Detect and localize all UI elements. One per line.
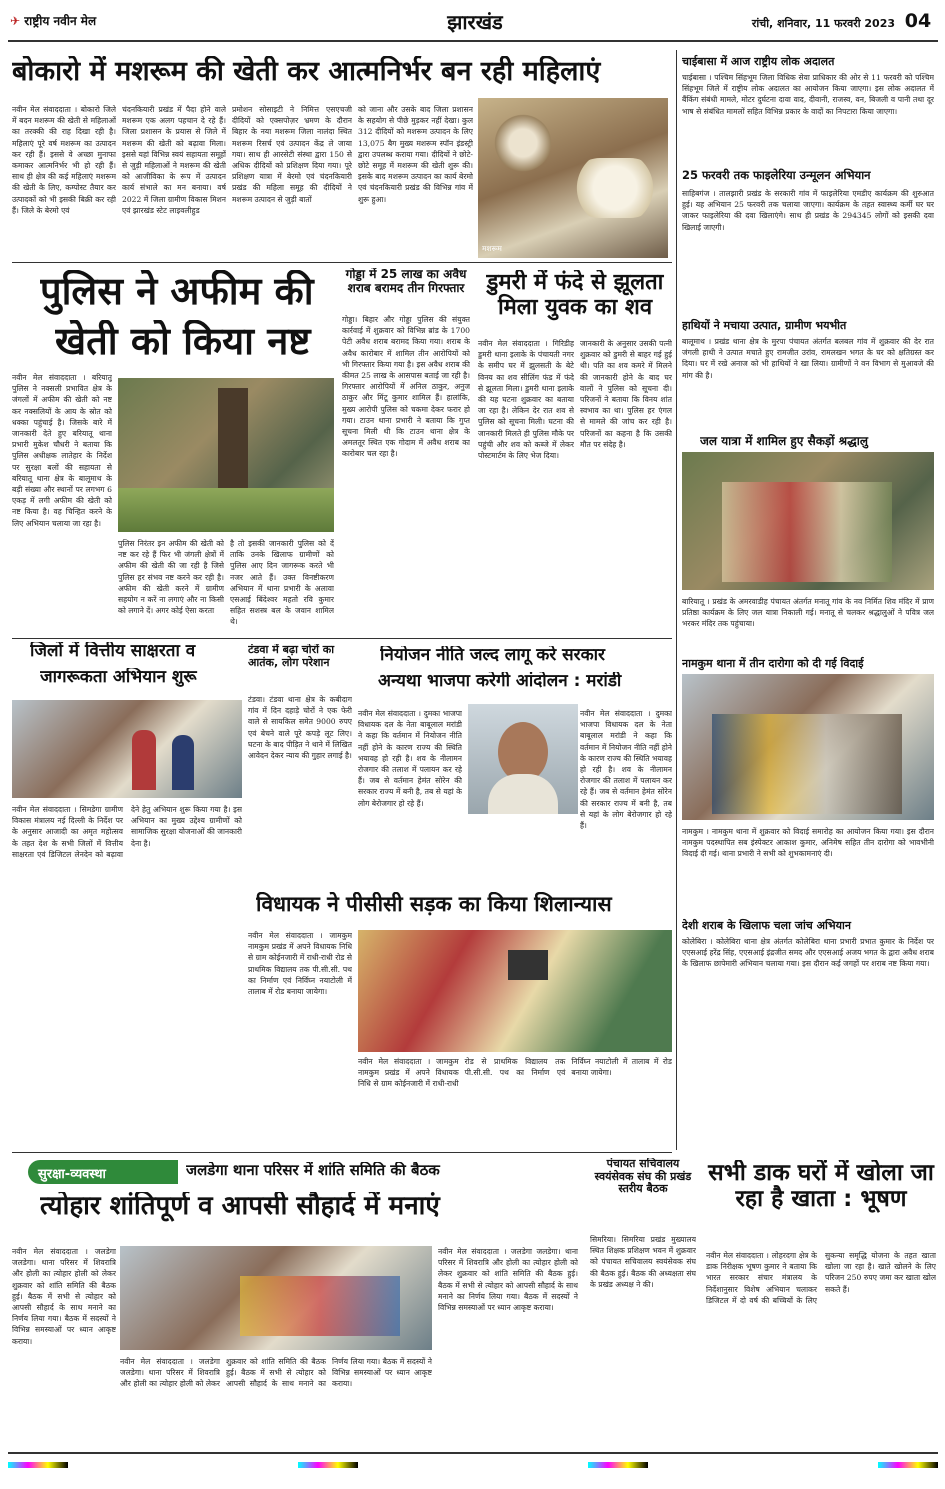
section-name: झारखंड — [447, 10, 503, 34]
elephants-text: बालूमाथ । प्रखंड थाना क्षेत्र के मुरपा पंचायत अंतर्गत बलबल गांव में शुक्रवार की देर रात जंगली हाथी ने उत्पात मचाते हुए रामजीत उरांव, रामलखन भगत के घर को क्षतिग्रस्त कर दिया। घर में रखे अनाज को भी हाथियों ने खा लिया। ग्रामीणों ने वन विभाग से मुआवजे की मांग की है। — [682, 337, 934, 380]
lead-col-4: को जाना और उसके बाद जिला प्रशासन के सहयोग से पीछे मुड़कर नहीं देखा। कुल 312 दीदियों को मशरूम उत्पादन के लिए 13,075 बैग मुख्य मशरूम स्पॉन इंडस्ट्री द्वारा उपलब्ध कराया गया। दीदियों ने छोटे-छोटे समूह में मशरूम की खेती शुरू की। इसके बाद मशरूम उत्पादन का कार्य बेरमो एवं चंदनकियारी प्रखंड की विभिन्न गांव में शुरू हुआ। — [358, 105, 473, 204]
dumri-col-2: जानकारी के अनुसार उसकी पत्नी शुक्रवार को डुमरी से बाहर गई हुई थी। पति का शव कमरे में मिलने की जानकारी होने के बाद घर वालों ने पुलिस को सूचना दी। परिजनों ने बताया कि विनय शांत स्वभाव का था। पुलिस हर एंगल से मामले की जांच कर रही है। परिजनों का कहना है कि उसकी मौत पर संदेह है। — [580, 339, 672, 449]
marandi-text: नवीन मेल संवाददाता । दुमका भाजपा विधायक दल के नेता बाबूलाल मरांडी ने कहा कि वर्तमान में नियोजन नीति नहीं होने के कारण राज्य की स्थिति भयावह हो रही है। शव के नीलामन रोजगार की तलाश में पलायन कर रहे हैं। जब से वर्तमान हेमंत सोरेन की सरकार राज्य में बनी है, तब से यहां के लोग बेरोजगार हो रहे हैं। — [358, 709, 462, 808]
tandwa-headline: टंडवा में बढ़ा चोरों का आतंक, लोग परेशान — [248, 644, 335, 669]
godda-headline: गोड्डा में 25 लाख का अवैध शराब बरामद तीन गिरफ्तार — [345, 268, 467, 295]
marandi-photo — [468, 704, 578, 814]
literacy-headline-1: जिलों में वित्तीय साक्षरता व — [30, 642, 196, 661]
peace-text: नवीन मेल संवाददाता । जलडेगा जलडेगा। थाना परिसर में शिवरात्रि और होली का त्योहार होली को लेकर शुक्रवार को शांति समिति की बैठक हुई। बैठक में सभी से त्योहार को आपसी सौहार्द के साथ मनाने का निर्णय लिया गया। बैठक में सदस्यों ने विभिन्न समस्याओं पर ध्यान आकृष्ट कराया। — [12, 1247, 116, 1346]
filaria-headline: 25 फरवरी तक फाइलेरिया उन्मूलन अभियान — [682, 168, 871, 182]
mid-divider — [12, 638, 672, 639]
farewell-photo — [682, 674, 934, 820]
postoffice-headline: सभी डाक घरों में खोला जा रहा है खाता : भूषण — [708, 1160, 934, 1213]
procession-photo — [682, 452, 934, 590]
marandi-headline-1: नियोजन नीति जल्द लागू करे सरकार — [380, 646, 606, 665]
farewell-text: नामकुम । नामकुम थाना में शुक्रवार को विदाई समारोह का आयोजन किया गया। इस दौरान नामकुम पदस्थापित सब इंस्पेक्टर आकाश कुमार, अनिमेष सहित तीन दारोगा को भावभीनी विदाई दी गई। थाना प्रभारी ने सभी को शुभकामनाएं दी। — [682, 827, 934, 859]
lok-adalat-headline: चाईबासा में आज राष्ट्रीय लोक अदालत — [682, 55, 835, 68]
marandi-text-2: नवीन मेल संवाददाता । दुमका भाजपा विधायक दल के नेता बाबूलाल मरांडी ने कहा कि वर्तमान में नियोजन नीति नहीं होने के कारण राज्य की स्थिति भयावह हो रही है। शव के नीलामन रोजगार की तलाश में पलायन कर रहे हैं। जब से वर्तमान हेमंत सोरेन की सरकार राज्य में बनी है, तब से यहां के लोग बेरोजगार हो रहे हैं। — [580, 709, 672, 831]
peace-text-2: नवीन मेल संवाददाता । जलडेगा जलडेगा। थाना परिसर में शिवरात्रि और होली का त्योहार होली को लेकर शुक्रवार को शांति समिति की बैठक हुई। बैठक में सभी से त्योहार को आपसी सौहार्द के साथ मनाने का निर्णय लिया गया। बैठक में सदस्यों ने विभिन्न समस्याओं पर ध्यान आकृष्ट कराया। — [120, 1357, 432, 1389]
farewell-headline: नामकुम थाना में तीन दारोगा को दी गई विदाई — [682, 657, 864, 670]
liquor-headline: देशी शराब के खिलाफ चला जांच अभियान — [682, 919, 851, 932]
filaria-text: साहिबगंज । तालझारी प्रखंड के सरकारी गांव में फाइलेरिया एमडीए कार्यक्रम की शुरुआत हुई। यह अभियान 25 फरवरी तक चलाया जाएगा। कार्यक्रम के तहत स्वास्थ्य कर्मी घर घर जाकर फाइलेरिया की दवा खिलाएंगे। साथ ही प्रखंड के 294345 लोगों को इसकी दवा खिलाई जाएगी। — [682, 189, 934, 232]
lower-divider — [12, 1152, 672, 1153]
color-registration-strip — [8, 1462, 938, 1470]
peace-subheadline: जलडेगा थाना परिसर में शांति समिति की बैठक — [186, 1162, 440, 1179]
opium-headline-2: खेती को किया नष्ट — [55, 320, 311, 363]
opium-col-2: पुलिस निरंतर इन अफीम की खेती को नष्ट कर रहे हैं फिर भी जंगली क्षेत्रों में अफीम की खेती की जा रही है जिसे पुलिस हर संभव नष्ट करने कर रही है। अफीम की खेती करने में ग्रामीण सहयोग न करें ना लगाएं और ना किसी को लगाने दें। अगर कोई ऐसा करता — [118, 539, 224, 616]
lead-divider — [12, 262, 672, 263]
opium-col-3: है तो इसकी जानकारी पुलिस को दें ताकि उनके खिलाफ ग्रामीणों को पुलिस आए दिन जागरूक करते भी नजर आते हैं। उक्त विनष्टीकरण अभियान में थाना प्रभारी के अलावा एसआई बिंदेश्वर महतो रवि कुमार सहित सशस्त्र बल के जवान शामिल थे। — [230, 539, 334, 627]
procession-text: बारियातू । प्रखंड के अमरवाडीह पंचायत अंतर्गत मनातू गांव के नव निर्मित शिव मंदिर में प्राण प्रतिष्ठा कार्यक्रम के लिए जल यात्रा निकाली गई। मनातू से चलकर श्रद्धालुओं ने पवित्र जल भरकर मंदिर तक पहुंचाया। — [682, 597, 934, 629]
bottom-rule — [8, 1452, 938, 1454]
peace-text-3: नवीन मेल संवाददाता । जलडेगा जलडेगा। थाना परिसर में शिवरात्रि और होली का त्योहार होली को लेकर शुक्रवार को शांति समिति की बैठक हुई। बैठक में सभी से त्योहार को आपसी सौहार्द के साथ मनाने का निर्णय लिया गया। बैठक में सदस्यों ने विभिन्न समस्याओं पर ध्यान आकृष्ट कराया। — [438, 1247, 578, 1313]
right-column-rule — [676, 50, 677, 1150]
opium-field-photo — [118, 378, 334, 532]
masthead — [0, 0, 945, 44]
mla-text: नवीन मेल संवाददाता । जामकुम नामकुम प्रखंड में अपने विधायक निधि से ग्राम कोईनजारी में राधी-राधी रोड से प्राथमिक विद्यालय तक पी.सी.सी. पथ का निर्माण एवं निर्विघ्न नयाटोली में तालाब में रोड बनाया जायेगा। — [248, 931, 352, 997]
lok-adalat-text: चाईबासा । पश्चिम सिंहभूम जिला विधिक सेवा प्राधिकार की ओर से 11 फरवरी को पश्चिम सिंहभूम जिले में राष्ट्रीय लोक अदालत का आयोजन किया जाएगा। इस लोक अदालत में बैंकिंग संबंधी मामले, मोटर दुर्घटना दावा वाद, दीवानी, राजस्व, वन, बिजली व पानी तथा दूर भाष से संबंधित मामलों सहित विभिन्न प्रकार के वादों का निपटारा किया जाएगा। — [682, 73, 934, 116]
paper-name: राष्ट्रीय नवीन मेल — [24, 14, 97, 28]
masthead-logo — [10, 12, 150, 36]
peace-kicker-label: सुरक्षा-व्यवस्था — [38, 1167, 106, 1182]
postoffice-text: नवीन मेल संवाददाता । लोहरदगा क्षेत्र के डाक निरीक्षक भूषण कुमार ने बताया कि भारत सरकार संचार मंत्रालय के निर्देशानुसार विशेष अभियान चलाकर डिजिटल में दो वर्ष की बच्चियों के लिए सुकन्या समृद्धि योजना के तहत खाता खोला जा रहा है। खाते खोलने के लिए परिजन 250 रुपए जमा कर खाता खोल सकते हैं। — [706, 1251, 936, 1305]
mla-photo — [358, 930, 672, 1052]
dumri-col-1: नवीन मेल संवाददाता । गिरिडीह डुमरी थाना इलाके के पंचायती नगर के समीप घर में झुलसती के बेटे विनय का शव सीलिंग फंड में फंदे से झूलता मिला। डुमरी थाना इलाके की यह घटना शुक्रवार का बताया जा रहा है। लेकिन देर रात शव से पुलिस को सूचना मिली। घटना की जानकारी मिलते ही पुलिस मौके पर पहुंची और शव को कब्जे में लेकर पोस्टमार्टम के लिए भेज दिया। — [478, 339, 574, 461]
opium-headline-1: पुलिस ने अफीम की — [40, 270, 314, 313]
dumri-headline: डुमरी में फंदे से झूलता मिला युवक का शव — [486, 270, 664, 321]
lead-col-2: चंदनकियारी प्रखंड में पैदा होने वाले मशरूम एक अलग पहचान दे रहे हैं। जिला प्रशासन के प्रयास से जिले में मशरूम की खेती को बढ़ावा मिला। इससे यहां विभिन्न स्वयं सहायता समूहों से जुड़ी महिलाओं ने मशरूम की खेती को आजीविका के रूप में उत्पादन कार्य संभाले का मन बनाया। वर्ष 2022 में जिला ग्रामीण विकास मिशन एवं झारखंड स्टेट लाइवलीहुड — [122, 105, 226, 215]
peace-photo — [120, 1246, 432, 1350]
mla-text-2: नवीन मेल संवाददाता । जामकुम नामकुम प्रखंड में अपने विधायक निधि से ग्राम कोईनजारी में राधी-राधी रोड से प्राथमिक विद्यालय तक पी.सी.सी. पथ का निर्माण एवं निर्विघ्न नयाटोली में तालाब में रोड बनाया जायेगा। — [358, 1057, 672, 1089]
mushroom-photo — [478, 98, 668, 258]
mushroom-photo-label: मशरूम — [482, 244, 502, 253]
elephants-headline: हाथियों ने मचाया उत्पात, ग्रामीण भयभीत — [682, 319, 847, 332]
panchayat-text: सिमरिया। सिमरिया प्रखंड मुख्यालय स्थित शिक्षक प्रशिक्षण भवन में शुक्रवार को पंचायत सचिवालय स्वयंसेवक संघ की बैठक हुई। बैठक की अध्यक्षता संघ के प्रखंड अध्यक्ष ने की। — [590, 1235, 696, 1289]
procession-headline: जल यात्रा में शामिल हुए सैकड़ों श्रद्धालु — [700, 434, 868, 448]
peace-kicker — [28, 1160, 178, 1184]
lead-col-1: नवीन मेल संवाददाता । बोकारो जिले में बदन मशरूम की खेती से महिलाओं का तरक्की की राह दिखा रही है। महिलाएं पूरे वर्ष मशरूम का उत्पादन कर रही हैं। इससे वे अच्छा मुनाफा कमाकर आत्मनिर्भर भी हो रही हैं। साथ ही क्षेत्र की कई महिलाएं मशरूम की खेती के लिए, कम्पोस्ट तैयार कर उत्पादकों को भी इसकी बिक्री कर रही हैं। जिले के बेरमो एवं — [12, 105, 116, 215]
bird-icon: ✈ — [10, 14, 21, 28]
tandwa-text: टंडवा। टंडवा थाना क्षेत्र के कबीदाग गांव में दिन दहाड़े चोरों ने एक फेरी वाले से सायकिल समेत 9000 रुपए एवं बेचने वाले पूरे कपड़े लूट लिए। घटना के बाद पीड़ित ने थाने में लिखित आवेदन देकर न्याय की गुहार लगाई है। — [248, 695, 352, 761]
page-number: 04 — [904, 10, 932, 32]
literacy-photo — [12, 700, 242, 798]
godda-text: गोड्डा। बिहार और गोड्डा पुलिस की संयुक्त कार्रवाई में शुक्रवार को विभिन्न ब्रांड के 1700 पेटी अवैध शराब बरामद किया गया। शराब के अवैध कारोबार में शामिल तीन आरोपियों को भी गिरफ्तार किया गया है। इस अवैध शराब की कीमत 25 लाख के आसपास बताई जा रही है। गिरफ्तार आरोपियों में अनिल ठाकुर, अनुज ठाकुर और मिंटू कुमार शामिल हैं। हालांकि, मुख्य आरोपी पुलिस को चकमा देकर फरार हो गया। टाउन थाना प्रभारी ने बताया कि गुप्त सूचना मिली थी कि टाउन थाना क्षेत्र के अमलतूर स्थित एक गोदाम में अवैध शराब का कारोबार चल रहा है। — [342, 315, 470, 459]
peace-headline: त्योहार शांतिपूर्ण व आपसी सौहार्द में मनाएं — [40, 1192, 440, 1221]
issue-date: रांची, शनिवार, 11 फरवरी 2023 — [751, 17, 895, 30]
mla-headline: विधायक ने पीसीसी सड़क का किया शिलान्यास — [256, 892, 612, 916]
literacy-headline-2: जागरूकता अभियान शुरू — [40, 668, 197, 687]
marandi-headline-2: अन्यथा भाजपा करेगी आंदोलन : मरांडी — [378, 672, 622, 691]
liquor-text: कोलेबिरा । कोलेबिरा थाना क्षेत्र अंतर्गत कोलेबिरा थाना प्रभारी प्रभात कुमार के निर्देश पर एएसआई हरेंद्र सिंह, एएसआई इंद्रजीत समद और एएसआई अजय भगत के द्वारा अवैध शराब के खिलाफ छापेमारी अभियान चलाया गया। इस दौरान कई जगहों पर शराब नष्ट किया गया। — [682, 937, 934, 969]
lead-col-3: प्रमोशन सोसाइटी ने निमित्त एसएचजी दीदियों को एक्सपोज़र भ्रमण के दौरान बिहार के नया मशरूम जिला नालंदा स्थित मशरूम रिसर्च एवं उत्पादन केंद्र ले जाया गया। साथ ही आरसेटी संस्था द्वारा 150 से अधिक दीदियों को प्रशिक्षण दिया गया। पूरे प्रशिक्षण यात्रा में बेरमो एवं चंदनकियारी प्रखंड की महिला समूह की दीदियों ने मशरूम उत्पादन से जुड़ी बातों — [232, 105, 352, 204]
literacy-text: नवीन मेल संवाददाता । सिमडेगा ग्रामीण विकास मंत्रालय नई दिल्ली के निर्देश पर के अनुसार आजादी का अमृत महोत्सव के तहत देश के सभी जिलों में वित्तीय साक्षरता एवं डिजिटल लेनदेन को बढ़ावा देने हेतु अभियान शुरू किया गया है। इस अभियान का मुख्य उद्देश्य ग्रामीणों को सामाजिक सुरक्षा योजनाओं की जानकारी देना है। — [12, 805, 242, 859]
masthead-rule — [8, 40, 938, 42]
panchayat-headline: पंचायत सचिवालय स्वयंसेवक संघ की प्रखंड स्तरीय बैठक — [594, 1158, 692, 1196]
lead-headline: बोकारो में मशरूम की खेती कर आत्मनिर्भर बन रही महिलाएं — [12, 56, 601, 87]
opium-col-1: नवीन मेल संवाददाता । बरियातू पुलिस ने नक्सली प्रभावित क्षेत्र के जंगलों में अफीम की खेती को नष्ट कर नक्सलियों के आय के स्रोत को धक्का पहुंचाई है। जिसके बारे में जानकारी देते हुए बरियातू थाना प्रभारी मुकेश चौधरी ने बताया कि पुलिस अधीक्षक लातेहार के निर्देश पर सुरक्षा बलों की सहायता से बरियातू थाना क्षेत्र के बालूमाथ के बड़ी संख्या और स्थानों पर लगभग 6 एकड़ में लगी अफीम की खेती को नष्ट किया है। वह चिन्हित करने के लिए अभियान चलाया जा रहा है। — [12, 373, 112, 528]
